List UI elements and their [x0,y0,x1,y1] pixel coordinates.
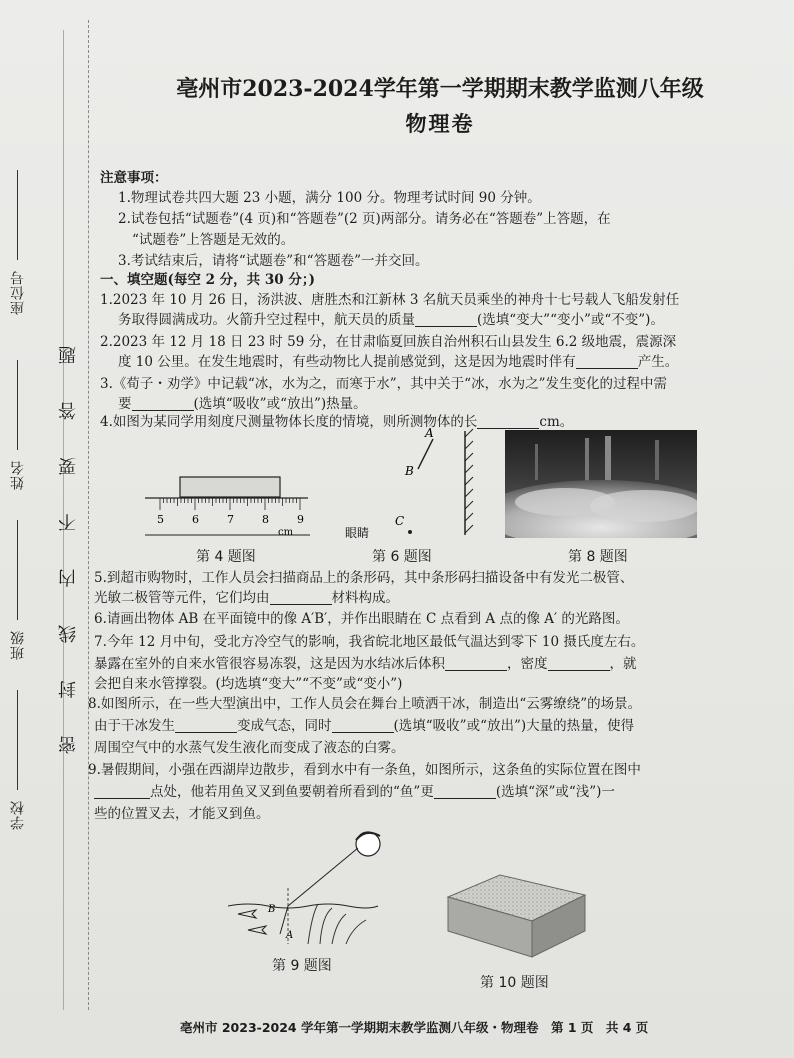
q5-text: 光敏二极管等元件，它们均由 [94,590,270,606]
question-3-line1: 3.《荀子・劝学》中记载“冰，水为之，而寒于水”，其中关于“冰，水为之”发生变化的过程中需 [100,376,667,392]
eye-label: 眼睛 [345,526,370,540]
question-9-line3: 些的位置叉去，才能叉到鱼。 [94,806,270,822]
ruler-tick-label: 5 [157,513,164,526]
sight-line [288,848,358,906]
section1-heading: 一、填空题(每空 2 分，共 30 分；) [100,272,316,288]
ruler-tick-label: 9 [297,513,304,526]
ruler-tick-label: 7 [227,513,234,526]
q3-answer-blank[interactable] [132,396,194,411]
exam-title: 亳州市2023-2024学年第一学期期末教学监测八年级 [176,76,704,102]
q8-hint: (选填“吸收”或“放出”)大量的热量，使得 [393,718,635,734]
measured-object [180,477,280,497]
school-blank[interactable] [17,690,18,790]
fig10-caption: 第 10 题图 [480,975,549,991]
q9-text: 点处，他若用鱼叉叉到鱼要朝着所看到的“鱼”更 [150,784,434,800]
name-label: 姓名 [10,460,26,490]
water-plants [308,904,366,944]
q5-answer-blank[interactable] [270,590,332,605]
question-2-line1: 2.2023 年 12 月 18 日 23 时 59 分，在甘肃临夏回族自治州积石山县发生 6.2 级地震，震源深 [100,334,677,350]
q8-text: 由于干冰发生 [94,718,175,734]
question-7-line2 [94,654,637,674]
q1-text: 务取得圆满成功。火箭升空过程中，航天员的质量 [118,312,415,328]
exam-subtitle: 物理卷 [405,111,475,136]
fig6-caption: 第 6 题图 [372,549,432,565]
fig8-caption: 第 8 题图 [568,549,628,565]
q7-answer-blank-1[interactable] [445,656,507,671]
q7-answer-blank-2[interactable] [548,656,610,671]
q4-text: 4.如图为某同学用刻度尺测量物体长度的情境，则所测物体的长 [100,414,478,430]
question-7-line3: 会把自来水管撑裂。(均选填“变大”“不变”或“变小”) [94,676,403,692]
seat-blank[interactable] [17,170,18,260]
question-8-line2 [94,716,634,736]
question-8-line1: 8.如图所示，在一些大型演出中，工作人员会在舞台上喷洒干冰，制造出“云雾缭绕”的场景。 [88,696,642,712]
label-c: C [395,514,405,528]
q1-hint: (选填“变大”“变小”或“不变”)。 [477,312,664,328]
object-ab [418,439,433,469]
note-item: 3.考试结束后，请将“试题卷”和“答题卷”一并交回。 [118,253,429,269]
block-figure [440,845,590,965]
cut-line [88,20,89,1010]
q7-mid: ，密度 [507,656,548,672]
binding-strip [0,0,90,1058]
question-5-line2 [94,588,399,608]
q3-text: 要 [118,396,132,412]
note-item: 2.试卷包括“试题卷”(4 页)和“答题卷”(2 页)两部分。请务必在“答题卷”上答题，在 [118,211,611,227]
water-surface [228,904,378,908]
q2-answer-blank[interactable] [576,354,638,369]
question-7-line1: 7.今年 12 月中旬，受北方冷空气的影响，我省皖北地区最低气温达到零下 10 摄氏度左右。 [94,634,645,650]
ruler-tick-label: 6 [192,513,199,526]
fig4-caption: 第 4 题图 [196,549,256,565]
q7-tail: ，就 [609,656,637,672]
q7-text: 暴露在室外的自来水管很容易冻裂，这是因为水结冰后体积 [94,656,445,672]
q8-answer-blank-2[interactable] [332,718,394,733]
fig9-caption: 第 9 题图 [272,958,332,974]
q8-mid: 变成气态，同时 [237,718,332,734]
question-9-line1: 9.暑假期间，小强在西湖岸边散步，看到水中有一条鱼，如图所示，这条鱼的实际位置在图中 [88,762,641,778]
mirror-figure [408,429,473,535]
q3-hint: (选填“吸收”或“放出”)热量。 [193,396,367,412]
q9-hint: (选填“深”或“浅”)一 [495,784,615,800]
ruler-ticks [157,498,304,526]
dry-ice-photo [505,430,697,538]
ruler-tick-label: 8 [262,513,269,526]
point-c [408,530,412,534]
q9-answer-blank-2[interactable] [434,784,496,799]
question-1-line1: 1.2023 年 10 月 26 日，汤洪波、唐胜杰和江新林 3 名航天员乘坐的神舟十七号载人飞船发射任 [100,292,680,308]
fish-actual [248,926,266,934]
ruler-unit: cm [278,527,294,538]
school-label: 学校 [10,800,26,830]
q2-hint: 产生。 [637,354,679,370]
seat-label: 座位号 [10,270,26,315]
class-label: 班级 [10,630,26,660]
notes-heading: 注意事项： [100,170,168,186]
q4-unit: cm。 [539,414,574,430]
name-blank[interactable] [17,360,18,450]
question-6: 6.请画出物体 AB 在平面镜中的像 A′B′，并作出眼睛在 C 点看到 A 点的像 A′ 的光路图。 [94,611,629,627]
fig9-label-b: B [268,904,276,915]
dry-ice-photo-graphic [505,430,697,538]
label-a: A [425,426,434,440]
q1-answer-blank[interactable] [415,312,477,327]
page-footer: 亳州市 2023-2024 学年第一学期期末教学监测八年级・物理卷 第 1 页 共 4 页 [180,1020,649,1035]
label-b: B [405,464,414,478]
mirror-hatching [465,429,473,533]
question-1-line2 [118,310,664,330]
question-5-line1: 5.到超市购物时，工作人员会扫描商品上的条形码，其中条形码扫描设备中有发光二极管、 [94,570,634,586]
note-item: “试题卷”上答题是无效的。 [132,232,295,248]
q9-answer-blank-1[interactable] [94,784,150,799]
fish-image [238,910,256,918]
question-8-line3: 周围空气中的水蒸气发生液化而变成了液态的白雾。 [94,740,405,756]
question-9-line2 [94,782,615,802]
question-3-line2 [118,394,367,414]
class-blank[interactable] [17,520,18,620]
q2-text: 度 10 公里。在发生地震时，有些动物比人提前感觉到，这是因为地震时伴有 [118,354,576,370]
question-2-line2 [118,352,678,372]
q5-tail: 材料构成。 [331,590,399,606]
note-item: 1.物理试卷共四大题 23 小题，满分 100 分。物理考试时间 90 分钟。 [118,190,541,206]
seal-line-text: 密 封 线 内 不 要 答 题 [58,330,79,755]
fig9-label-a: A [286,930,294,941]
fish-figure [228,826,408,950]
q8-answer-blank-1[interactable] [175,718,237,733]
